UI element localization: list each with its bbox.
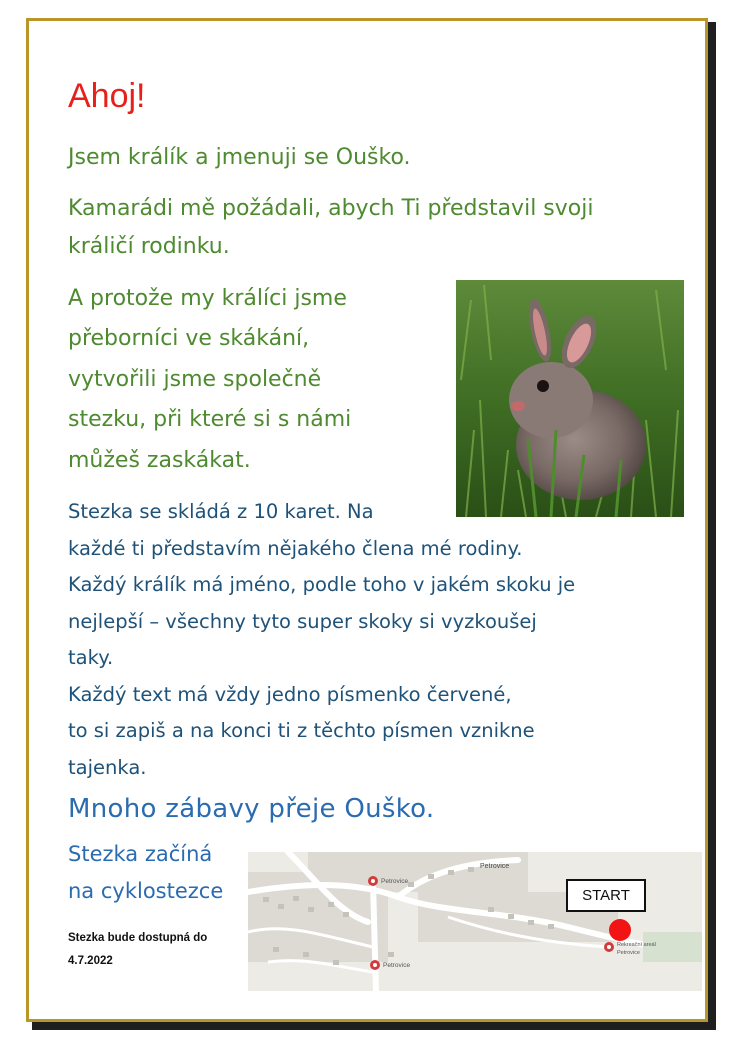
availability-note <box>68 927 248 973</box>
availability-date: 4.7.2022 <box>68 955 113 967</box>
body-line: nejlepší – všechny tyto super skoky si vyzkoušej <box>68 610 537 633</box>
body-line: tajenka. <box>68 756 147 779</box>
wishes-signature: Mnoho zábavy přeje Ouško. <box>68 794 435 824</box>
body-line: Každý králík má jméno, podle toho v jakém skoku je <box>68 573 576 596</box>
map-pin-icon <box>368 876 378 886</box>
intro-line-1: Jsem králík a jmenuji se Ouško. <box>68 145 411 170</box>
body-line: taky. <box>68 646 114 669</box>
map-village-label: Petrovice <box>480 863 510 870</box>
body-line: Každý text má vždy jedno písmenko červené, <box>68 683 512 706</box>
start-info-line: na cyklostezce <box>68 879 224 903</box>
start-label: START <box>566 879 646 912</box>
rabbit-photo <box>456 280 684 517</box>
intro-paragraph-line: vytvořili jsme společně <box>68 367 322 392</box>
intro-paragraph-line: A protože my králíci jsme <box>68 286 347 311</box>
intro-paragraph-line: můžeš zaskákat. <box>68 448 251 473</box>
trail-map <box>248 852 702 991</box>
intro-line-2b: králičí rodinku. <box>68 234 230 259</box>
body-line: to si zapiš a na konci ti z těchto písmen vznikne <box>68 719 535 742</box>
intro-paragraph-line: stezku, při které si s námi <box>68 407 352 432</box>
body-line: každé ti představím nějakého člena mé rodiny. <box>68 537 523 560</box>
body-line: Stezka se skládá z 10 karet. Na <box>68 500 374 523</box>
start-info-line: Stezka začíná <box>68 842 213 866</box>
map-pin-label: Petrovice <box>381 878 409 885</box>
map-pin-icon <box>604 942 614 952</box>
map-pin-label: Rekreační areál Petrovice <box>617 942 656 956</box>
start-marker-icon <box>609 919 631 941</box>
greeting-heading: Ahoj! <box>68 77 146 115</box>
availability-label: Stezka bude dostupná do <box>68 932 208 944</box>
intro-paragraph-line: přeborníci ve skákání, <box>68 326 310 351</box>
intro-line-2a: Kamarádi mě požádali, abych Ti představil svoji <box>68 196 594 221</box>
map-pin-icon <box>370 960 380 970</box>
map-pin-label: Petrovice <box>383 962 411 969</box>
